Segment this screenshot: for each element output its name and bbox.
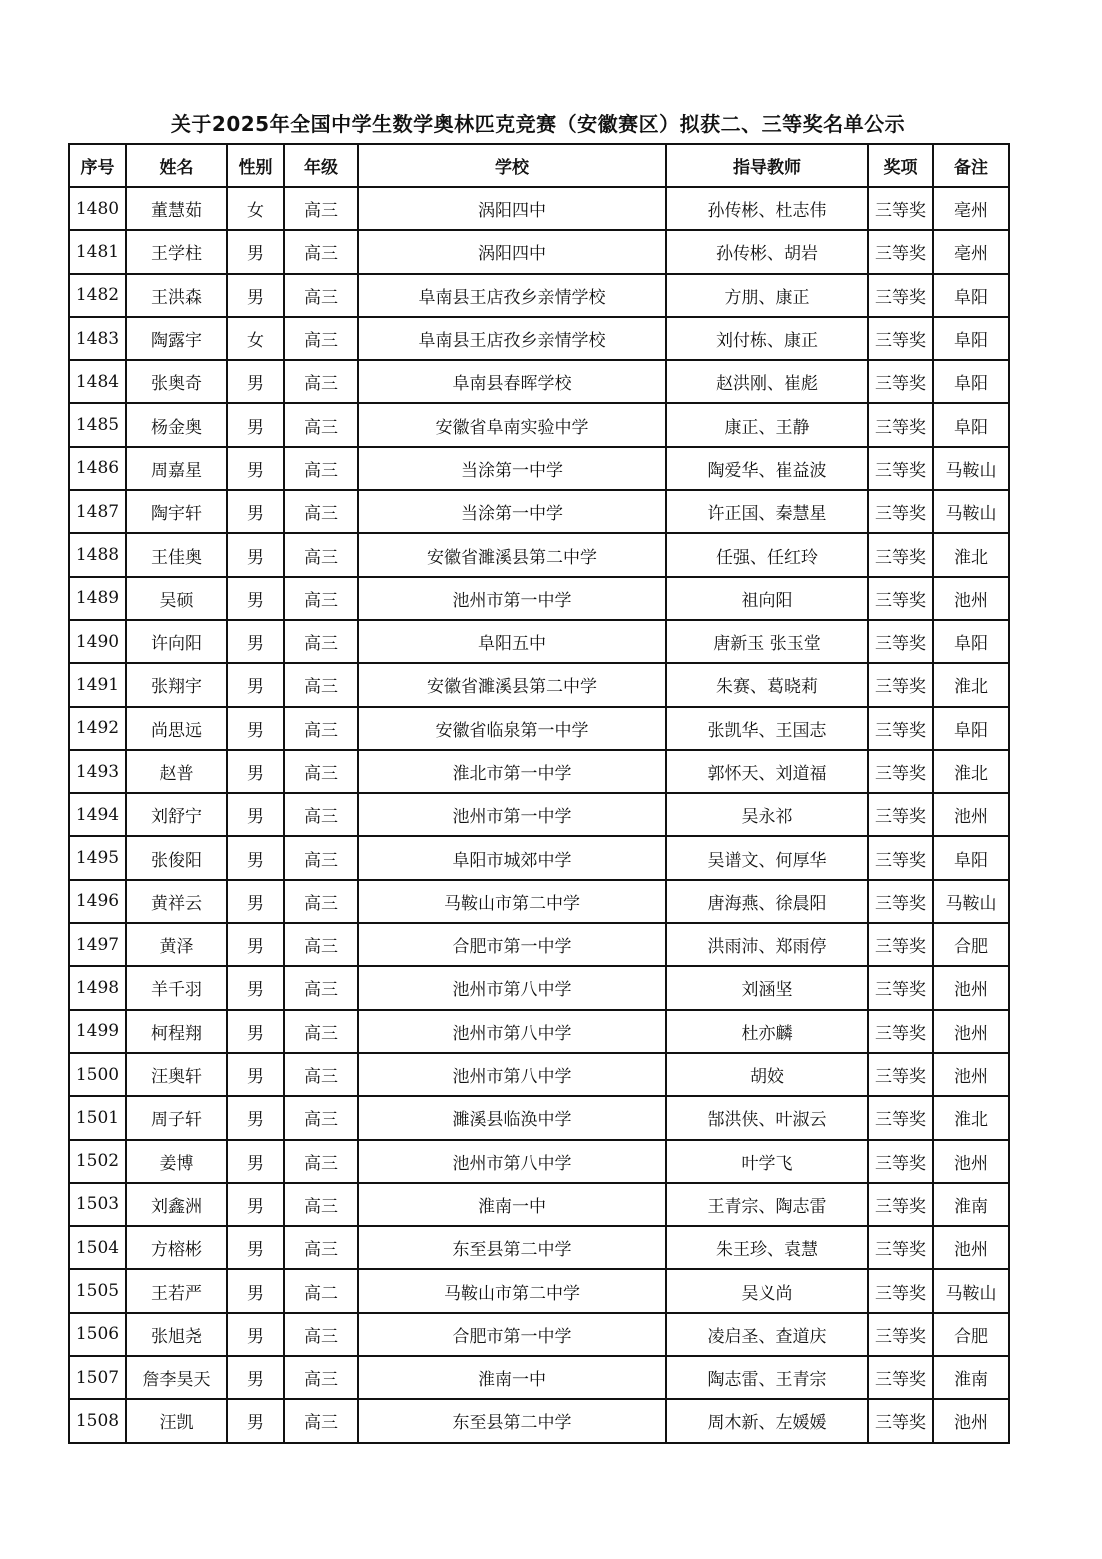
cell-award: 三等奖 xyxy=(868,880,933,923)
cell-instructor: 孙传彬、胡岩 xyxy=(666,230,868,273)
cell-grade: 高三 xyxy=(284,750,358,793)
cell-remarks: 淮北 xyxy=(933,1096,1009,1139)
cell-name: 许向阳 xyxy=(126,620,227,663)
cell-school: 阜南县春晖学校 xyxy=(358,360,666,403)
cell-serial-number: 1490 xyxy=(69,620,126,663)
table-row xyxy=(69,187,1009,230)
cell-serial-number: 1507 xyxy=(69,1356,126,1399)
cell-award: 三等奖 xyxy=(868,1053,933,1096)
cell-school: 池州市第一中学 xyxy=(358,793,666,836)
cell-school: 安徽省阜南实验中学 xyxy=(358,403,666,446)
cell-grade: 高三 xyxy=(284,274,358,317)
cell-serial-number: 1484 xyxy=(69,360,126,403)
table-row xyxy=(69,793,1009,836)
cell-serial-number: 1501 xyxy=(69,1096,126,1139)
cell-name: 王若严 xyxy=(126,1269,227,1312)
cell-grade: 高三 xyxy=(284,707,358,750)
cell-name: 周嘉星 xyxy=(126,447,227,490)
table-row xyxy=(69,836,1009,879)
cell-school: 东至县第二中学 xyxy=(358,1399,666,1442)
cell-remarks: 池州 xyxy=(933,1053,1009,1096)
cell-serial-number: 1494 xyxy=(69,793,126,836)
table-row xyxy=(69,1096,1009,1139)
cell-school: 池州市第八中学 xyxy=(358,966,666,1009)
table-row xyxy=(69,1010,1009,1053)
cell-name: 柯程翔 xyxy=(126,1010,227,1053)
cell-school: 淮南一中 xyxy=(358,1183,666,1226)
table-row xyxy=(69,923,1009,966)
cell-instructor: 任强、任红玲 xyxy=(666,533,868,576)
cell-school: 马鞍山市第二中学 xyxy=(358,1269,666,1312)
cell-award: 三等奖 xyxy=(868,360,933,403)
cell-award: 三等奖 xyxy=(868,533,933,576)
cell-grade: 高三 xyxy=(284,317,358,360)
cell-serial-number: 1482 xyxy=(69,274,126,317)
cell-name: 陶宇轩 xyxy=(126,490,227,533)
cell-gender: 男 xyxy=(227,1356,284,1399)
cell-instructor: 朱赛、葛晓莉 xyxy=(666,663,868,706)
cell-grade: 高三 xyxy=(284,1313,358,1356)
table-row xyxy=(69,274,1009,317)
cell-grade: 高三 xyxy=(284,1183,358,1226)
cell-gender: 男 xyxy=(227,274,284,317)
cell-award: 三等奖 xyxy=(868,923,933,966)
cell-name: 张奥奇 xyxy=(126,360,227,403)
table-row xyxy=(69,966,1009,1009)
cell-school: 合肥市第一中学 xyxy=(358,923,666,966)
cell-grade: 高三 xyxy=(284,793,358,836)
table-row xyxy=(69,447,1009,490)
cell-remarks: 阜阳 xyxy=(933,360,1009,403)
cell-award: 三等奖 xyxy=(868,230,933,273)
cell-instructor: 刘涵坚 xyxy=(666,966,868,1009)
cell-gender: 男 xyxy=(227,750,284,793)
cell-serial-number: 1506 xyxy=(69,1313,126,1356)
cell-gender: 男 xyxy=(227,1183,284,1226)
header-instructor: 指导教师 xyxy=(666,144,868,187)
cell-gender: 女 xyxy=(227,317,284,360)
cell-grade: 高三 xyxy=(284,836,358,879)
cell-instructor: 胡姣 xyxy=(666,1053,868,1096)
cell-school: 濉溪县临涣中学 xyxy=(358,1096,666,1139)
cell-award: 三等奖 xyxy=(868,966,933,1009)
table-row xyxy=(69,1269,1009,1312)
header-gender: 性别 xyxy=(227,144,284,187)
cell-name: 汪奥轩 xyxy=(126,1053,227,1096)
cell-remarks: 池州 xyxy=(933,1226,1009,1269)
header-serial-number: 序号 xyxy=(69,144,126,187)
cell-remarks: 亳州 xyxy=(933,230,1009,273)
cell-remarks: 阜阳 xyxy=(933,707,1009,750)
cell-award: 三等奖 xyxy=(868,1183,933,1226)
cell-serial-number: 1500 xyxy=(69,1053,126,1096)
cell-serial-number: 1504 xyxy=(69,1226,126,1269)
cell-name: 吴硕 xyxy=(126,577,227,620)
cell-remarks: 池州 xyxy=(933,966,1009,1009)
cell-award: 三等奖 xyxy=(868,1096,933,1139)
cell-grade: 高三 xyxy=(284,1096,358,1139)
cell-gender: 男 xyxy=(227,793,284,836)
cell-remarks: 马鞍山 xyxy=(933,880,1009,923)
cell-school: 安徽省濉溪县第二中学 xyxy=(358,663,666,706)
table-row xyxy=(69,403,1009,446)
cell-gender: 男 xyxy=(227,533,284,576)
cell-remarks: 阜阳 xyxy=(933,403,1009,446)
cell-name: 刘鑫洲 xyxy=(126,1183,227,1226)
cell-serial-number: 1486 xyxy=(69,447,126,490)
cell-remarks: 池州 xyxy=(933,793,1009,836)
cell-instructor: 朱王珍、袁慧 xyxy=(666,1226,868,1269)
table-row xyxy=(69,620,1009,663)
cell-grade: 高三 xyxy=(284,1356,358,1399)
cell-school: 池州市第八中学 xyxy=(358,1140,666,1183)
cell-award: 三等奖 xyxy=(868,620,933,663)
cell-school: 阜阳五中 xyxy=(358,620,666,663)
cell-serial-number: 1499 xyxy=(69,1010,126,1053)
cell-remarks: 亳州 xyxy=(933,187,1009,230)
table-row xyxy=(69,663,1009,706)
cell-gender: 男 xyxy=(227,1399,284,1442)
table-row xyxy=(69,1183,1009,1226)
cell-remarks: 淮北 xyxy=(933,533,1009,576)
cell-award: 三等奖 xyxy=(868,447,933,490)
cell-award: 三等奖 xyxy=(868,750,933,793)
cell-school: 淮北市第一中学 xyxy=(358,750,666,793)
cell-school: 涡阳四中 xyxy=(358,230,666,273)
cell-grade: 高三 xyxy=(284,1053,358,1096)
document-title: 关于2025年全国中学生数学奥林匹克竞赛（安徽赛区）拟获二、三等奖名单公示 xyxy=(170,112,906,136)
cell-name: 黄祥云 xyxy=(126,880,227,923)
cell-award: 三等奖 xyxy=(868,577,933,620)
cell-school: 安徽省濉溪县第二中学 xyxy=(358,533,666,576)
cell-instructor: 张凯华、王国志 xyxy=(666,707,868,750)
header-school: 学校 xyxy=(358,144,666,187)
cell-name: 王佳奥 xyxy=(126,533,227,576)
cell-remarks: 马鞍山 xyxy=(933,490,1009,533)
cell-remarks: 阜阳 xyxy=(933,317,1009,360)
cell-gender: 男 xyxy=(227,490,284,533)
cell-serial-number: 1508 xyxy=(69,1399,126,1442)
cell-remarks: 淮北 xyxy=(933,750,1009,793)
cell-gender: 男 xyxy=(227,620,284,663)
cell-remarks: 池州 xyxy=(933,1010,1009,1053)
cell-serial-number: 1493 xyxy=(69,750,126,793)
cell-remarks: 阜阳 xyxy=(933,274,1009,317)
cell-remarks: 阜阳 xyxy=(933,620,1009,663)
cell-gender: 男 xyxy=(227,403,284,446)
cell-grade: 高三 xyxy=(284,533,358,576)
table-row xyxy=(69,577,1009,620)
table-body xyxy=(69,187,1009,1443)
cell-gender: 男 xyxy=(227,230,284,273)
cell-instructor: 方朋、康正 xyxy=(666,274,868,317)
cell-name: 王洪森 xyxy=(126,274,227,317)
cell-instructor: 吴永祁 xyxy=(666,793,868,836)
cell-serial-number: 1485 xyxy=(69,403,126,446)
cell-instructor: 杜亦麟 xyxy=(666,1010,868,1053)
cell-name: 刘舒宁 xyxy=(126,793,227,836)
cell-gender: 男 xyxy=(227,1053,284,1096)
cell-gender: 男 xyxy=(227,966,284,1009)
cell-school: 当涂第一中学 xyxy=(358,490,666,533)
table-row xyxy=(69,1399,1009,1442)
cell-gender: 男 xyxy=(227,707,284,750)
cell-serial-number: 1491 xyxy=(69,663,126,706)
cell-serial-number: 1497 xyxy=(69,923,126,966)
cell-award: 三等奖 xyxy=(868,1269,933,1312)
cell-school: 涡阳四中 xyxy=(358,187,666,230)
cell-instructor: 许正国、秦慧星 xyxy=(666,490,868,533)
cell-grade: 高三 xyxy=(284,1399,358,1442)
award-list-table xyxy=(68,143,1010,1444)
cell-school: 合肥市第一中学 xyxy=(358,1313,666,1356)
cell-instructor: 祖向阳 xyxy=(666,577,868,620)
cell-name: 黄泽 xyxy=(126,923,227,966)
table-row xyxy=(69,750,1009,793)
cell-school: 池州市第八中学 xyxy=(358,1010,666,1053)
table-row xyxy=(69,317,1009,360)
cell-remarks: 淮南 xyxy=(933,1183,1009,1226)
cell-award: 三等奖 xyxy=(868,403,933,446)
cell-instructor: 洪雨沛、郑雨停 xyxy=(666,923,868,966)
cell-instructor: 王青宗、陶志雷 xyxy=(666,1183,868,1226)
cell-remarks: 池州 xyxy=(933,1399,1009,1442)
cell-grade: 高三 xyxy=(284,923,358,966)
cell-award: 三等奖 xyxy=(868,317,933,360)
cell-school: 阜南县王店孜乡亲情学校 xyxy=(358,274,666,317)
cell-instructor: 唐海燕、徐晨阳 xyxy=(666,880,868,923)
header-name: 姓名 xyxy=(126,144,227,187)
cell-school: 阜南县王店孜乡亲情学校 xyxy=(358,317,666,360)
cell-remarks: 合肥 xyxy=(933,923,1009,966)
cell-instructor: 叶学飞 xyxy=(666,1140,868,1183)
cell-grade: 高三 xyxy=(284,1140,358,1183)
cell-remarks: 池州 xyxy=(933,577,1009,620)
table-row xyxy=(69,707,1009,750)
cell-name: 羊千羽 xyxy=(126,966,227,1009)
table-row xyxy=(69,1226,1009,1269)
cell-instructor: 唐新玉 张玉堂 xyxy=(666,620,868,663)
cell-instructor: 郭怀天、刘道福 xyxy=(666,750,868,793)
cell-gender: 男 xyxy=(227,663,284,706)
cell-gender: 男 xyxy=(227,836,284,879)
cell-gender: 男 xyxy=(227,880,284,923)
cell-name: 陶露宇 xyxy=(126,317,227,360)
cell-school: 阜阳市城郊中学 xyxy=(358,836,666,879)
cell-instructor: 刘付栋、康正 xyxy=(666,317,868,360)
header-remarks: 备注 xyxy=(933,144,1009,187)
cell-grade: 高三 xyxy=(284,187,358,230)
cell-grade: 高三 xyxy=(284,1010,358,1053)
cell-instructor: 赵洪刚、崔彪 xyxy=(666,360,868,403)
cell-name: 方榕彬 xyxy=(126,1226,227,1269)
cell-award: 三等奖 xyxy=(868,1140,933,1183)
cell-remarks: 马鞍山 xyxy=(933,447,1009,490)
cell-serial-number: 1492 xyxy=(69,707,126,750)
cell-serial-number: 1503 xyxy=(69,1183,126,1226)
cell-award: 三等奖 xyxy=(868,793,933,836)
cell-name: 姜博 xyxy=(126,1140,227,1183)
cell-name: 张俊阳 xyxy=(126,836,227,879)
cell-name: 周子轩 xyxy=(126,1096,227,1139)
cell-instructor: 周木新、左媛媛 xyxy=(666,1399,868,1442)
cell-serial-number: 1496 xyxy=(69,880,126,923)
table-row xyxy=(69,230,1009,273)
cell-school: 当涂第一中学 xyxy=(358,447,666,490)
table-row xyxy=(69,1313,1009,1356)
cell-serial-number: 1505 xyxy=(69,1269,126,1312)
cell-instructor: 吴谱文、何厚华 xyxy=(666,836,868,879)
cell-gender: 男 xyxy=(227,447,284,490)
cell-gender: 女 xyxy=(227,187,284,230)
cell-serial-number: 1489 xyxy=(69,577,126,620)
cell-school: 池州市第八中学 xyxy=(358,1053,666,1096)
cell-serial-number: 1488 xyxy=(69,533,126,576)
cell-instructor: 陶志雷、王青宗 xyxy=(666,1356,868,1399)
cell-serial-number: 1498 xyxy=(69,966,126,1009)
cell-gender: 男 xyxy=(227,1226,284,1269)
cell-school: 东至县第二中学 xyxy=(358,1226,666,1269)
cell-name: 詹李昊天 xyxy=(126,1356,227,1399)
cell-name: 董慧茹 xyxy=(126,187,227,230)
cell-award: 三等奖 xyxy=(868,1399,933,1442)
table-header-row xyxy=(69,144,1009,187)
cell-award: 三等奖 xyxy=(868,663,933,706)
cell-school: 马鞍山市第二中学 xyxy=(358,880,666,923)
cell-grade: 高三 xyxy=(284,620,358,663)
cell-award: 三等奖 xyxy=(868,1010,933,1053)
cell-instructor: 凌启圣、查道庆 xyxy=(666,1313,868,1356)
cell-grade: 高三 xyxy=(284,490,358,533)
cell-remarks: 池州 xyxy=(933,1140,1009,1183)
table-row xyxy=(69,490,1009,533)
cell-award: 三等奖 xyxy=(868,1226,933,1269)
cell-name: 王学柱 xyxy=(126,230,227,273)
cell-serial-number: 1502 xyxy=(69,1140,126,1183)
cell-serial-number: 1495 xyxy=(69,836,126,879)
cell-instructor: 孙传彬、杜志伟 xyxy=(666,187,868,230)
cell-remarks: 合肥 xyxy=(933,1313,1009,1356)
cell-grade: 高三 xyxy=(284,403,358,446)
cell-remarks: 淮北 xyxy=(933,663,1009,706)
table-row xyxy=(69,533,1009,576)
table-row xyxy=(69,360,1009,403)
cell-grade: 高三 xyxy=(284,230,358,273)
cell-grade: 高三 xyxy=(284,1226,358,1269)
cell-grade: 高二 xyxy=(284,1269,358,1312)
header-grade: 年级 xyxy=(284,144,358,187)
cell-name: 汪凯 xyxy=(126,1399,227,1442)
cell-instructor: 吴义尚 xyxy=(666,1269,868,1312)
cell-award: 三等奖 xyxy=(868,836,933,879)
cell-award: 三等奖 xyxy=(868,187,933,230)
table-row xyxy=(69,1356,1009,1399)
cell-grade: 高三 xyxy=(284,577,358,620)
cell-gender: 男 xyxy=(227,923,284,966)
cell-grade: 高三 xyxy=(284,447,358,490)
cell-name: 张翔宇 xyxy=(126,663,227,706)
cell-grade: 高三 xyxy=(284,663,358,706)
cell-gender: 男 xyxy=(227,360,284,403)
cell-gender: 男 xyxy=(227,1313,284,1356)
cell-school: 淮南一中 xyxy=(358,1356,666,1399)
cell-remarks: 淮南 xyxy=(933,1356,1009,1399)
cell-school: 安徽省临泉第一中学 xyxy=(358,707,666,750)
cell-grade: 高三 xyxy=(284,966,358,1009)
cell-serial-number: 1481 xyxy=(69,230,126,273)
table-row xyxy=(69,1053,1009,1096)
cell-gender: 男 xyxy=(227,1010,284,1053)
cell-gender: 男 xyxy=(227,1269,284,1312)
cell-award: 三等奖 xyxy=(868,1356,933,1399)
cell-remarks: 阜阳 xyxy=(933,836,1009,879)
cell-award: 三等奖 xyxy=(868,1313,933,1356)
cell-name: 赵普 xyxy=(126,750,227,793)
cell-name: 尚思远 xyxy=(126,707,227,750)
cell-serial-number: 1487 xyxy=(69,490,126,533)
cell-award: 三等奖 xyxy=(868,274,933,317)
cell-award: 三等奖 xyxy=(868,490,933,533)
cell-school: 池州市第一中学 xyxy=(358,577,666,620)
header-award: 奖项 xyxy=(868,144,933,187)
cell-grade: 高三 xyxy=(284,880,358,923)
cell-instructor: 康正、王静 xyxy=(666,403,868,446)
cell-gender: 男 xyxy=(227,577,284,620)
cell-gender: 男 xyxy=(227,1096,284,1139)
cell-gender: 男 xyxy=(227,1140,284,1183)
table-row xyxy=(69,1140,1009,1183)
cell-remarks: 马鞍山 xyxy=(933,1269,1009,1312)
cell-grade: 高三 xyxy=(284,360,358,403)
cell-instructor: 郜洪侠、叶淑云 xyxy=(666,1096,868,1139)
cell-name: 张旭尧 xyxy=(126,1313,227,1356)
cell-name: 杨金奥 xyxy=(126,403,227,446)
cell-serial-number: 1483 xyxy=(69,317,126,360)
cell-award: 三等奖 xyxy=(868,707,933,750)
cell-serial-number: 1480 xyxy=(69,187,126,230)
table-row xyxy=(69,880,1009,923)
cell-instructor: 陶爱华、崔益波 xyxy=(666,447,868,490)
